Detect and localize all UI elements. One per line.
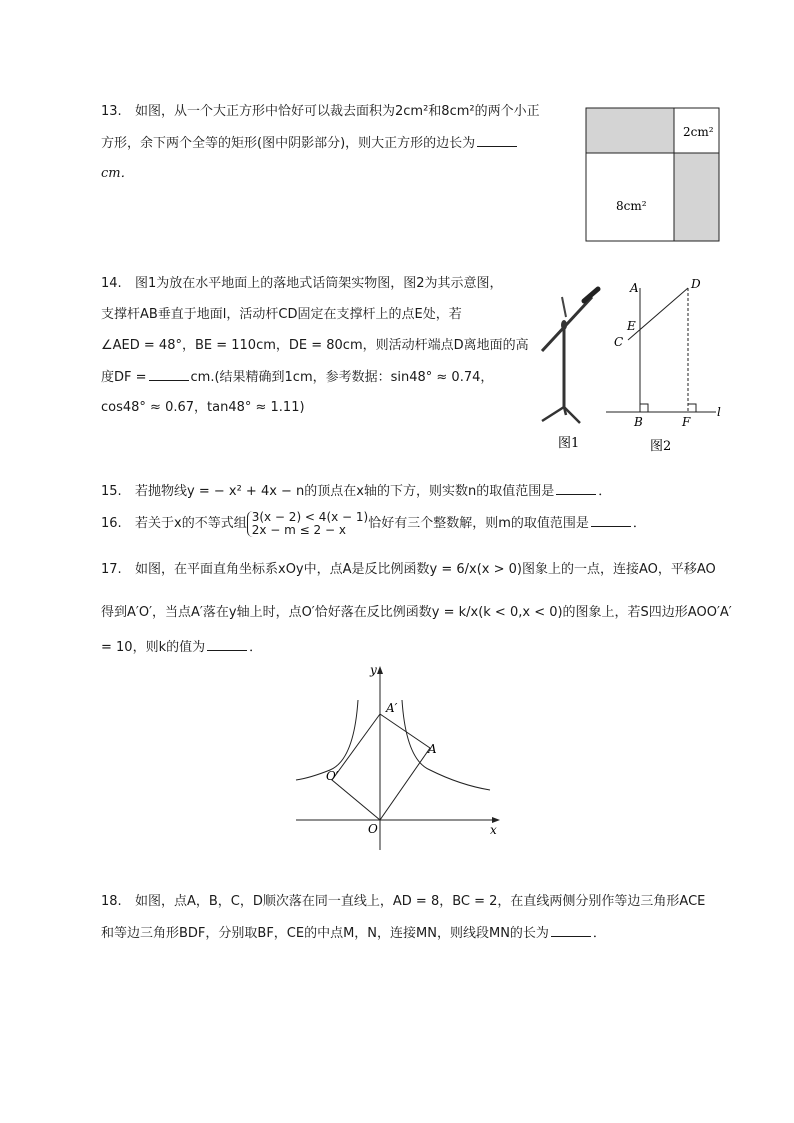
- q18-line1: [101, 893, 705, 911]
- q14-line2: [101, 306, 462, 324]
- q16-inequality-system: [247, 511, 369, 537]
- q14-text-4: 度DF =: [101, 370, 147, 385]
- q17-text-1: 如图，在平面直角坐标系xOy中，点A是反比例函数y = 6/x(x > 0)图象上的一点，连接AO，平移AO: [135, 562, 716, 577]
- q17-label-A: A: [428, 742, 437, 756]
- q17-line2: [101, 604, 732, 622]
- q18-answer-blank[interactable]: [551, 924, 591, 937]
- q13-text-1: 如图，从一个大正方形中恰好可以裁去面积为2cm²和8cm²的两个小正: [135, 104, 540, 119]
- q17-y-arrow: [377, 666, 383, 674]
- q17-number: 17.: [101, 562, 122, 577]
- q14-fig2-right-angle-F: [688, 404, 696, 412]
- q14-text-3: ∠AED = 48°，BE = 110cm，DE = 80cm，则活动杆端点D离地面的高: [101, 338, 529, 353]
- q16-text-a: 若关于x的不等式组: [135, 516, 247, 531]
- q14-line4: [101, 368, 493, 387]
- q15-text-b: ．: [598, 484, 612, 499]
- q14-fig2-schematic: [600, 274, 726, 454]
- q18-text-1: 如图，点A，B，C，D顺次落在同一直线上，AD = 8，BC = 2，在直线两侧分别作等边三角形ACE: [135, 894, 706, 909]
- q13-big-label: 8cm²: [616, 199, 647, 213]
- q14-fig1-leg-right: [564, 407, 580, 423]
- q16-ineq-1: 3(x − 2) < 4(x − 1): [251, 509, 369, 524]
- q14-fig2-label-E: E: [627, 319, 636, 333]
- q14-fig1-caption: 图1: [558, 436, 580, 451]
- q17-answer-blank[interactable]: [207, 638, 247, 651]
- q17-curve-left: [296, 700, 358, 780]
- q17-text-2: 得到A′O′，当点A′落在y轴上时，点O′恰好落在反比例函数y = k/x(k < 0,x < 0)的图象上，若S四边形AOO′A′: [101, 605, 732, 620]
- q13-line1: [101, 103, 540, 121]
- q13-small-label: 2cm²: [683, 125, 714, 139]
- q14-answer-blank[interactable]: [149, 368, 189, 381]
- q15-number: 15.: [101, 484, 122, 499]
- q14-fig2-label-l: l: [717, 405, 721, 419]
- q14-line3: [101, 337, 529, 355]
- q14-text-1: 图1为放在水平地面上的落地式话筒架实物图，图2为其示意图，: [135, 276, 503, 291]
- q14-fig1-leg-left: [542, 407, 564, 421]
- q14-fig2-label-B: B: [634, 415, 643, 429]
- q18-line2: [101, 924, 606, 943]
- q14-fig2-label-A: A: [630, 281, 639, 295]
- q14-number: 14.: [101, 276, 122, 291]
- q14-line5: [101, 399, 305, 417]
- q14-fig1-cable: [562, 297, 566, 317]
- q17-label-x: x: [490, 823, 497, 837]
- q13-text-3: cm．: [101, 166, 134, 181]
- q18-text-2: 和等边三角形BDF，分别取BF，CE的中点M，N，连接MN，则线段MN的长为: [101, 926, 549, 941]
- q13-answer-blank[interactable]: [477, 134, 517, 147]
- q14-fig2-label-F: F: [682, 415, 691, 429]
- q14-fig1-clamp: [561, 320, 567, 330]
- q17-label-A-prime: A′: [386, 701, 398, 715]
- q17-quadrilateral: [332, 714, 430, 820]
- q16-text-c: ．: [632, 516, 646, 531]
- q17-label-O-prime: O′: [326, 769, 339, 783]
- q13-number: 13.: [101, 104, 122, 119]
- q16-ineq-2: 2x − m ≤ 2 − x: [251, 522, 346, 537]
- q14-fig2-label-D: D: [691, 277, 701, 291]
- q16-line: [101, 510, 646, 538]
- q13-line2: [101, 134, 519, 153]
- q18-number: 18.: [101, 894, 122, 909]
- q17-line1: [101, 561, 716, 579]
- q15-line: [101, 482, 611, 501]
- q17-label-y: y: [370, 663, 377, 677]
- q14-fig1-boom: [542, 297, 592, 351]
- q13-line3: [101, 165, 134, 183]
- q14-text-4b: cm.(结果精确到1cm，参考数据：sin48° ≈ 0.74，: [190, 370, 494, 385]
- q14-text-5: cos48° ≈ 0.67，tan48° ≈ 1.11): [101, 400, 305, 415]
- q18-text-2b: ．: [592, 926, 606, 941]
- q13-shaded-rect-right: [674, 153, 719, 241]
- q14-fig2-rod-CD: [628, 288, 688, 340]
- q16-number: 16.: [101, 516, 122, 531]
- q16-text-b: 恰好有三个整数解，则m的取值范围是: [368, 516, 589, 531]
- q16-answer-blank[interactable]: [591, 514, 631, 527]
- q15-answer-blank[interactable]: [556, 482, 596, 495]
- q17-text-3: = 10，则k的值为: [101, 640, 206, 655]
- q17-curve-right: [402, 700, 490, 790]
- q15-text-a: 若抛物线y = − x² + 4x − n的顶点在x轴的下方，则实数n的取值范围是: [135, 484, 555, 499]
- q14-line1: [101, 275, 503, 293]
- q14-text-2: 支撑杆AB垂直于地面l，活动杆CD固定在支撑杆上的点E处，若: [101, 307, 462, 322]
- q17-label-O: O: [368, 822, 378, 836]
- q17-line3: [101, 638, 262, 657]
- q14-fig2-right-angle-B: [640, 404, 648, 412]
- q13-square-figure: [584, 106, 722, 246]
- q13-shaded-rect-top: [586, 108, 674, 153]
- q13-big-square: [586, 153, 674, 241]
- q17-text-3b: ．: [249, 640, 263, 655]
- q13-text-2: 方形，余下两个全等的矩形(图中阴影部分)，则大正方形的边长为: [101, 136, 476, 151]
- q14-fig2-caption: 图2: [650, 439, 672, 454]
- q17-coordinate-figure: [290, 660, 510, 855]
- q14-fig2-label-C: C: [614, 335, 624, 349]
